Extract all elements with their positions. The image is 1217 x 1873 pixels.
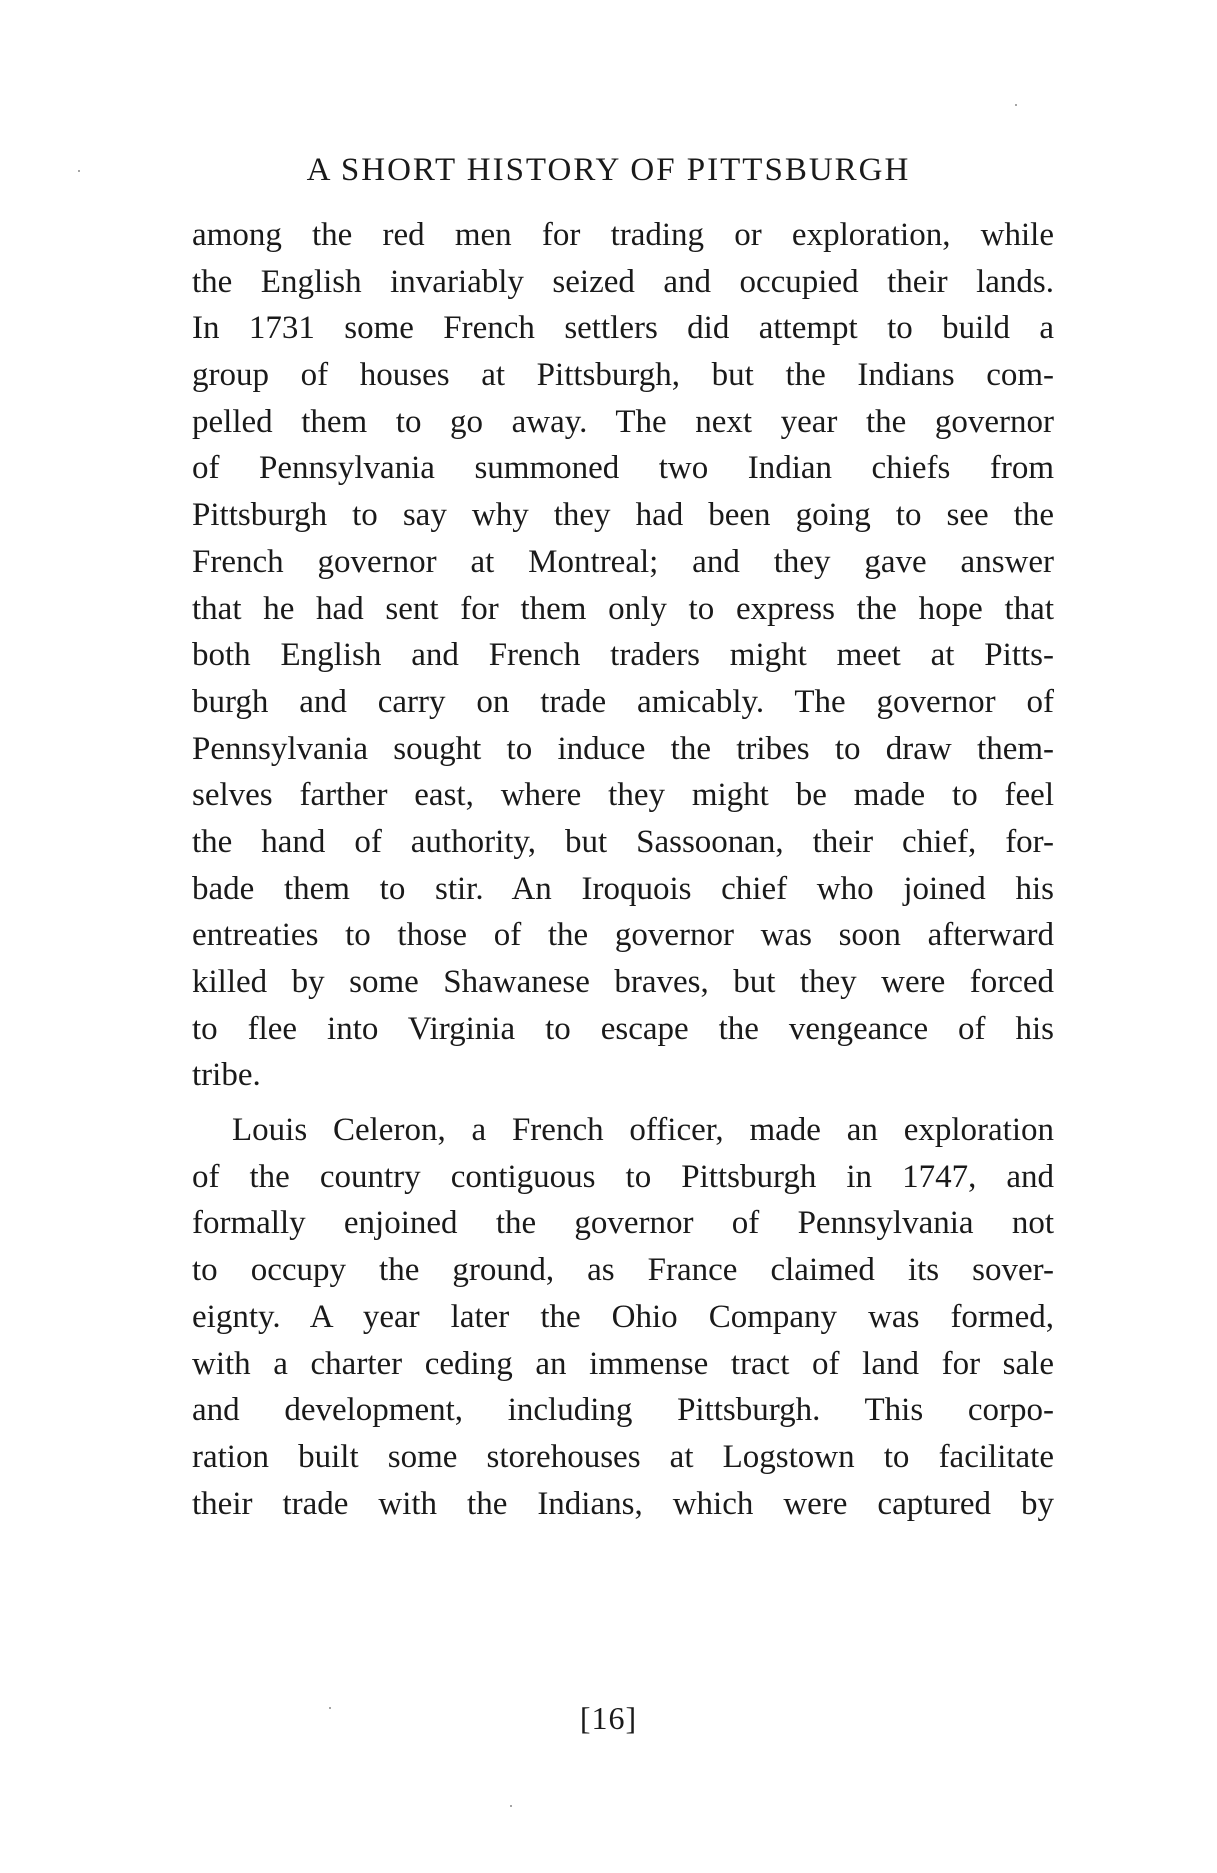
text-line: Pennsylvania sought to induce the tribes to draw them- — [192, 730, 1054, 767]
running-head: A SHORT HISTORY OF PITTSBURGH — [306, 152, 911, 188]
page-number: [16] — [579, 1700, 638, 1736]
text-line: In 1731 some French settlers did attempt to build a — [192, 310, 1054, 347]
text-line: that he had sent for them only to express the hope that — [192, 590, 1054, 627]
paragraph-gap — [192, 1099, 1054, 1107]
text-line: of the country contiguous to Pittsburgh in 1747, and — [192, 1158, 1054, 1195]
text-line: the hand of authority, but Sassoonan, their chief, for- — [192, 823, 1054, 860]
text-line: eignty. A year later the Ohio Company was formed, — [192, 1298, 1054, 1335]
text-line: French governor at Montreal; and they gave answer — [192, 543, 1054, 580]
paragraph-1 — [192, 212, 1054, 1099]
text-line: group of houses at Pittsburgh, but the Indians com- — [192, 357, 1054, 394]
text-line: Pittsburgh to say why they had been going to see the — [192, 497, 1054, 534]
body-text — [192, 212, 1054, 1527]
text-line: bade them to stir. An Iroquois chief who joined his — [192, 870, 1054, 907]
text-line: entreaties to those of the governor was soon afterward — [192, 917, 1054, 954]
text-line: burgh and carry on trade amicably. The governor of — [192, 683, 1054, 720]
text-line: Louis Celeron, a French officer, made an exploration — [232, 1112, 1054, 1149]
text-line: of Pennsylvania summoned two Indian chiefs from — [192, 450, 1054, 487]
text-line: the English invariably seized and occupied their lands. — [192, 263, 1054, 300]
text-line: to occupy the ground, as France claimed its sover- — [192, 1252, 1054, 1289]
text-line: both English and French traders might meet at Pitts- — [192, 637, 1054, 674]
text-line: tribe. — [192, 1057, 261, 1094]
paragraph-2 — [192, 1107, 1054, 1527]
text-line: formally enjoined the governor of Pennsylvania not — [192, 1205, 1054, 1242]
print-speck — [1015, 104, 1017, 106]
text-line: killed by some Shawanese braves, but they were forced — [192, 964, 1054, 1000]
text-line: and development, including Pittsburgh. This corpo- — [192, 1392, 1054, 1429]
text-line: among the red men for trading or exploration, while — [192, 217, 1054, 253]
text-line: selves farther east, where they might be made to feel — [192, 777, 1054, 814]
text-line: with a charter ceding an immense tract of land for sale — [192, 1345, 1054, 1382]
print-speck — [78, 170, 80, 172]
print-speck — [510, 1805, 512, 1807]
print-speck — [329, 1707, 331, 1709]
text-line: pelled them to go away. The next year the governor — [192, 403, 1054, 440]
text-line: their trade with the Indians, which were captured by — [192, 1485, 1054, 1522]
text-line: ration built some storehouses at Logstown to facilitate — [192, 1438, 1054, 1475]
text-line: to flee into Virginia to escape the vengeance of his — [192, 1010, 1054, 1047]
